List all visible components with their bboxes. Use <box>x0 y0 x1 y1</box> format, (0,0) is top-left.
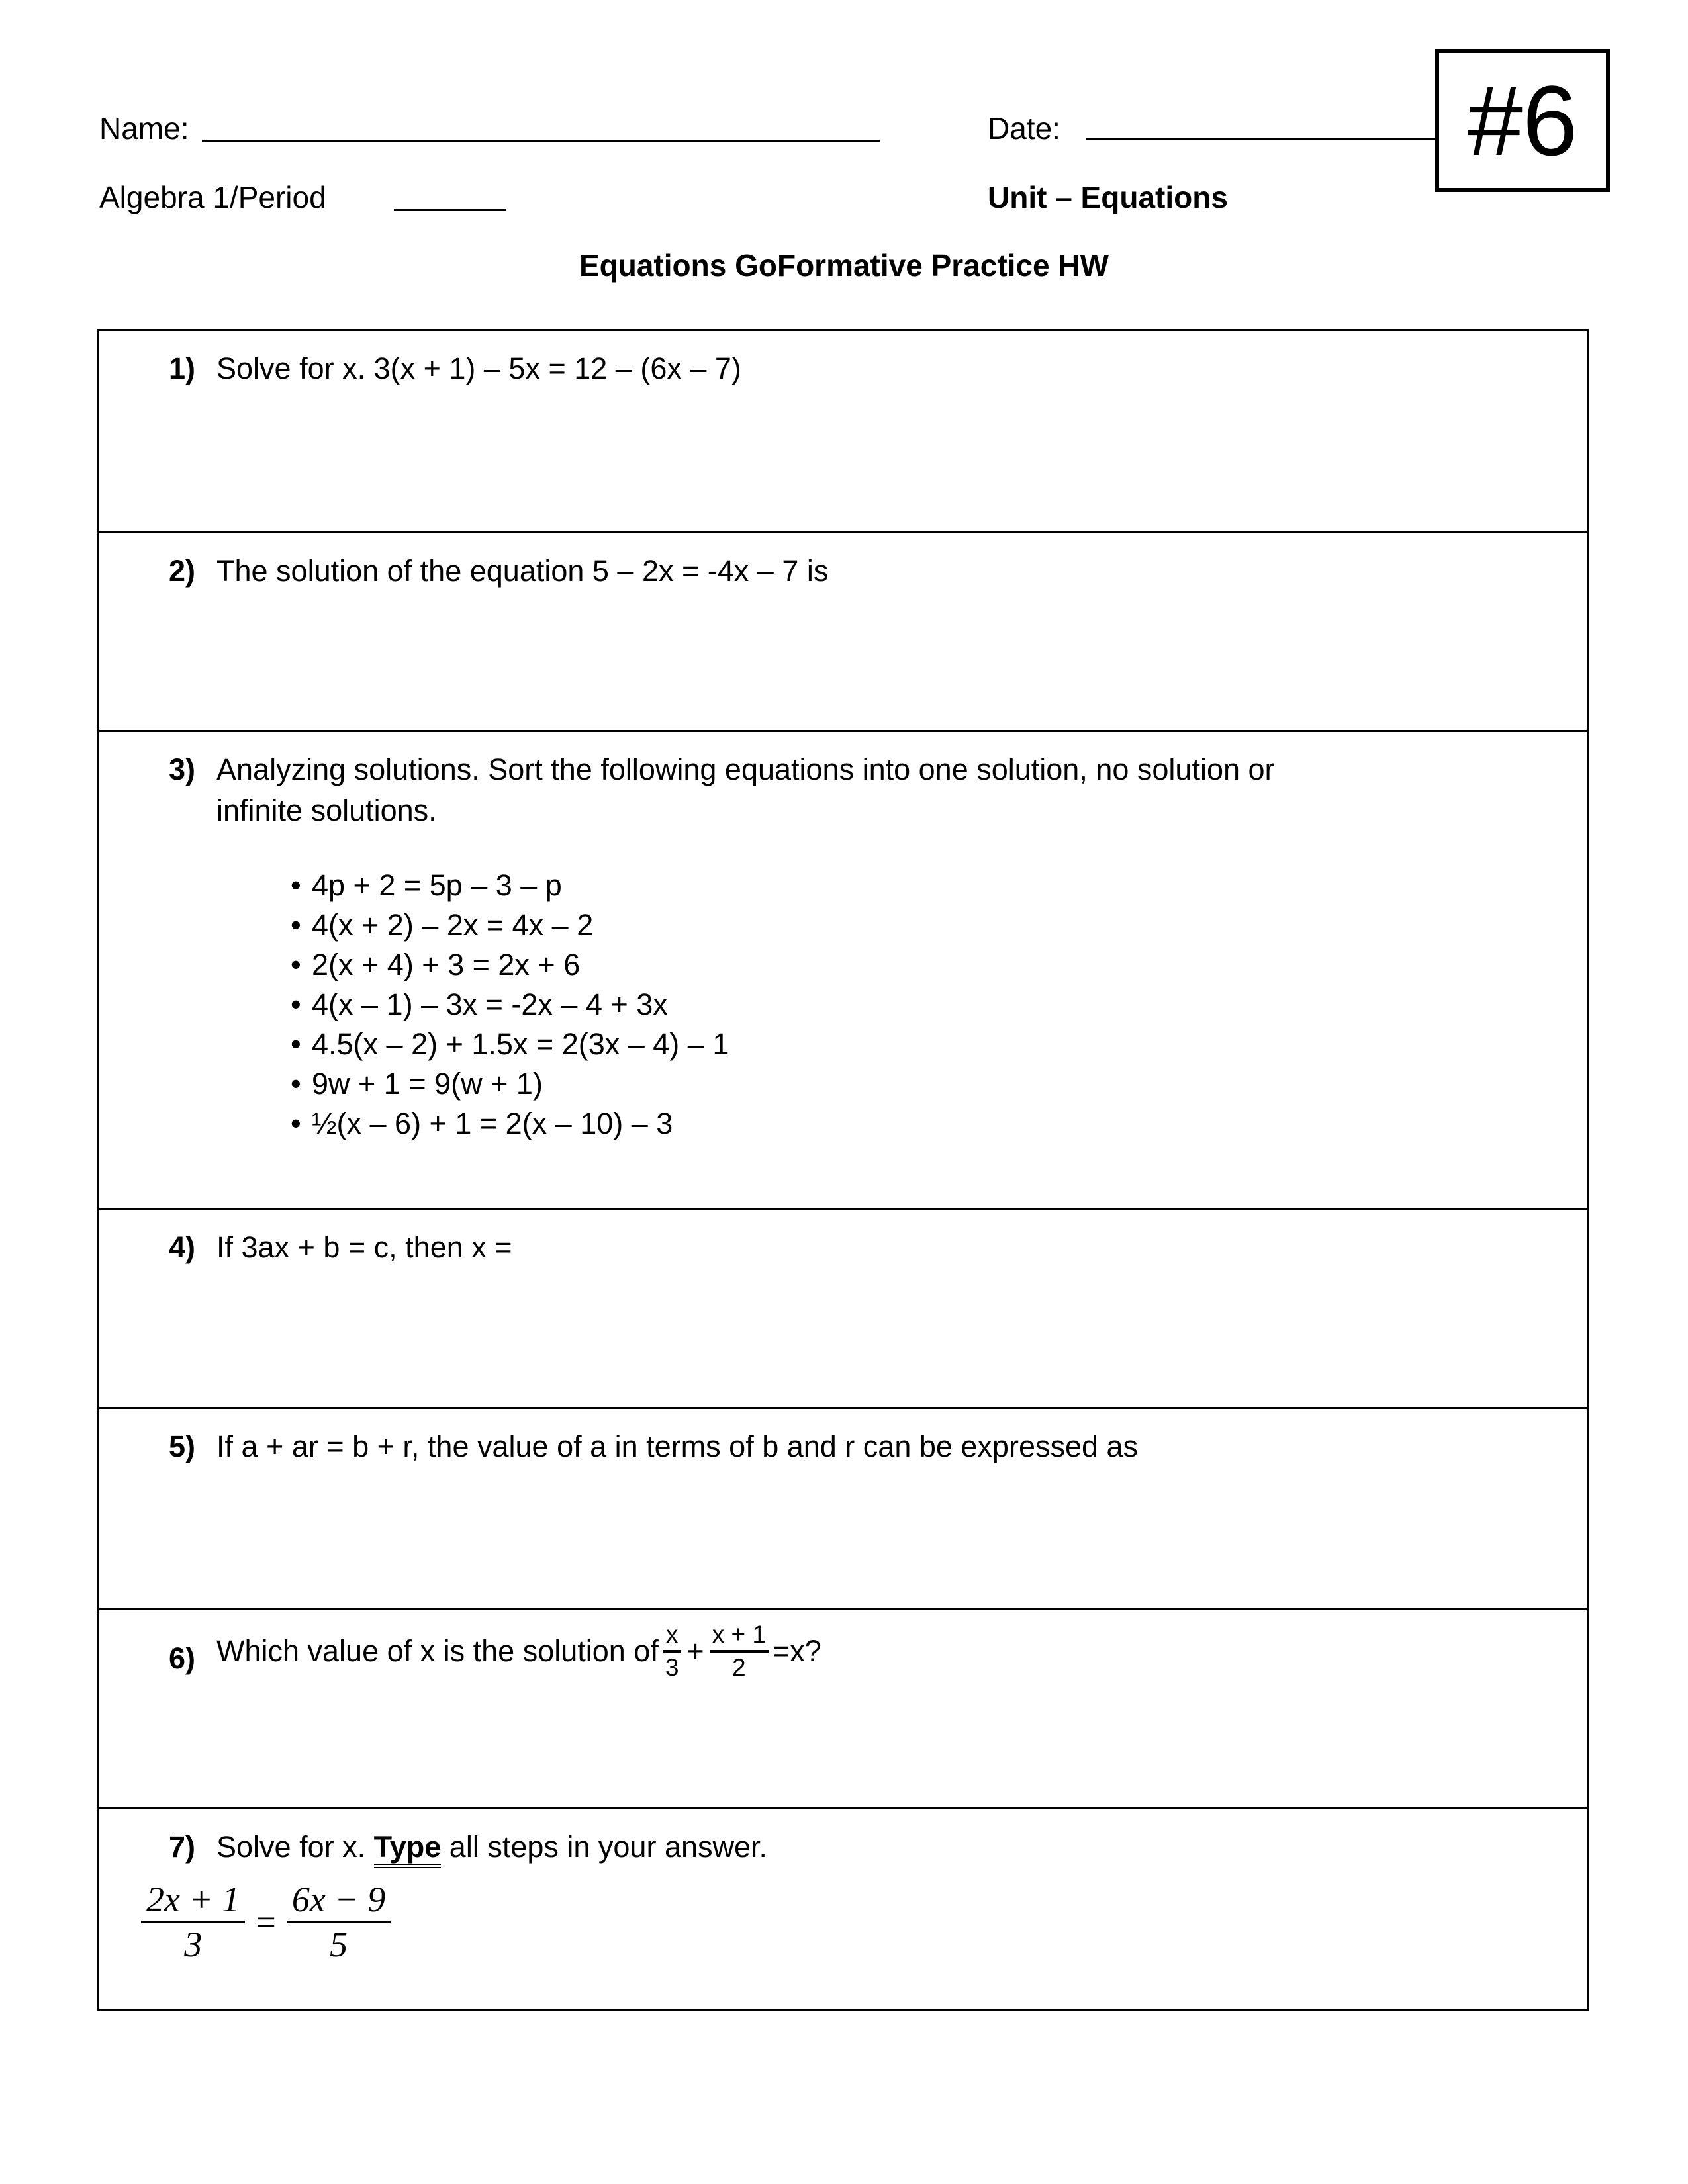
equation-text: 4.5(x – 2) + 1.5x = 2(3x – 4) – 1 <box>312 1027 729 1061</box>
fraction-denominator: 2 <box>732 1654 746 1681</box>
name-blank-line <box>202 140 880 142</box>
question-7-row <box>99 1807 1587 2009</box>
fraction-numerator: 2x + 1 <box>146 1880 240 1919</box>
course-label: Algebra 1/Period <box>99 180 326 214</box>
worksheet-title: Equations GoFormative Practice HW <box>579 248 1109 283</box>
bullet-icon: • <box>291 1067 301 1101</box>
question-1-text: Solve for x. 3(x + 1) – 5x = 12 – (6x – 7) <box>216 351 741 385</box>
fraction-denominator: 5 <box>330 1925 348 1964</box>
question-4-row <box>99 1208 1587 1407</box>
question-3-row <box>99 730 1587 1208</box>
date-blank-line <box>1086 138 1435 140</box>
question-1-number: 1) <box>169 351 196 385</box>
equation-bullet-list <box>291 866 1275 1144</box>
equation-text: 4(x – 1) – 3x = -2x – 4 + 3x <box>312 987 668 1021</box>
bullet-icon: • <box>291 908 301 942</box>
hw-number-badge <box>1435 49 1610 192</box>
question-7-rest: all steps in your answer. <box>441 1830 768 1864</box>
bullet-icon: • <box>291 1107 301 1140</box>
equation-item <box>291 945 1275 985</box>
date-label: Date: <box>988 111 1060 146</box>
question-3-body <box>216 749 1275 1144</box>
equation-item <box>291 985 1275 1024</box>
question-2-number: 2) <box>169 554 196 588</box>
question-6-row <box>99 1608 1587 1807</box>
equation-item <box>291 1024 1275 1064</box>
fraction-numerator: x <box>665 1621 679 1648</box>
question-3-text-line1: Analyzing solutions. Sort the following equations into one solution, no solution or <box>216 752 1275 786</box>
equation-item <box>291 866 1275 905</box>
question-5-row <box>99 1407 1587 1608</box>
bullet-icon: • <box>291 987 301 1021</box>
equation-item <box>291 1064 1275 1104</box>
question-4-text: If 3ax + b = c, then x = <box>216 1230 512 1264</box>
fraction-6x-minus-9-over-5 <box>287 1878 391 1966</box>
question-table <box>97 329 1589 2011</box>
question-5-text: If a + ar = b + r, the value of a in terms of b and r can be expressed as <box>216 1430 1139 1463</box>
fraction-denominator: 3 <box>184 1925 203 1964</box>
question-7-number: 7) <box>169 1830 196 1864</box>
question-5-number: 5) <box>169 1430 196 1463</box>
question-7-equation <box>137 1878 767 1966</box>
plus-operator: + <box>686 1634 704 1668</box>
question-3-text-line2: infinite solutions. <box>216 794 437 827</box>
hw-number-text: #6 <box>1467 65 1578 176</box>
fraction-denominator: 3 <box>665 1654 679 1681</box>
question-7-text <box>169 1827 767 1868</box>
fraction-x-over-3 <box>663 1619 682 1683</box>
bullet-icon: • <box>291 948 301 981</box>
bullet-icon: • <box>291 868 301 902</box>
equation-text: 9w + 1 = 9(w + 1) <box>312 1067 543 1101</box>
equation-text: 4p + 2 = 5p – 3 – p <box>312 868 562 902</box>
question-6-text-after: =x? <box>772 1634 821 1668</box>
question-2-text: The solution of the equation 5 – 2x = -4x – 7 is <box>216 554 829 588</box>
fraction-x-plus-1-over-2 <box>710 1619 769 1683</box>
question-7-body <box>146 1827 768 1966</box>
equals-sign: = <box>256 1902 276 1942</box>
period-blank-line <box>394 209 506 211</box>
equation-text: 4(x + 2) – 2x = 4x – 2 <box>312 908 594 942</box>
question-2-row <box>99 531 1587 730</box>
fraction-numerator: 6x − 9 <box>291 1880 386 1919</box>
equation-item <box>291 1104 1275 1144</box>
question-6-text-before: Which value of x is the solution of <box>216 1634 659 1668</box>
question-6-text <box>216 1619 821 1683</box>
question-7-lead: Solve for x. <box>216 1830 374 1864</box>
bullet-icon: • <box>291 1027 301 1061</box>
question-4-number: 4) <box>169 1230 196 1264</box>
name-label: Name: <box>99 111 189 146</box>
question-6-number: 6) <box>169 1641 196 1675</box>
equation-item <box>291 905 1275 945</box>
question-1-row <box>99 331 1587 531</box>
question-3-number: 3) <box>169 752 196 786</box>
fraction-numerator: x + 1 <box>712 1621 766 1648</box>
unit-label: Unit – Equations <box>988 180 1228 214</box>
equation-text: 2(x + 4) + 3 = 2x + 6 <box>312 948 581 981</box>
fraction-2x-plus-1-over-3 <box>141 1878 245 1966</box>
question-7-type-emphasis: Type <box>374 1830 442 1868</box>
equation-text: ½(x – 6) + 1 = 2(x – 10) – 3 <box>312 1107 673 1140</box>
